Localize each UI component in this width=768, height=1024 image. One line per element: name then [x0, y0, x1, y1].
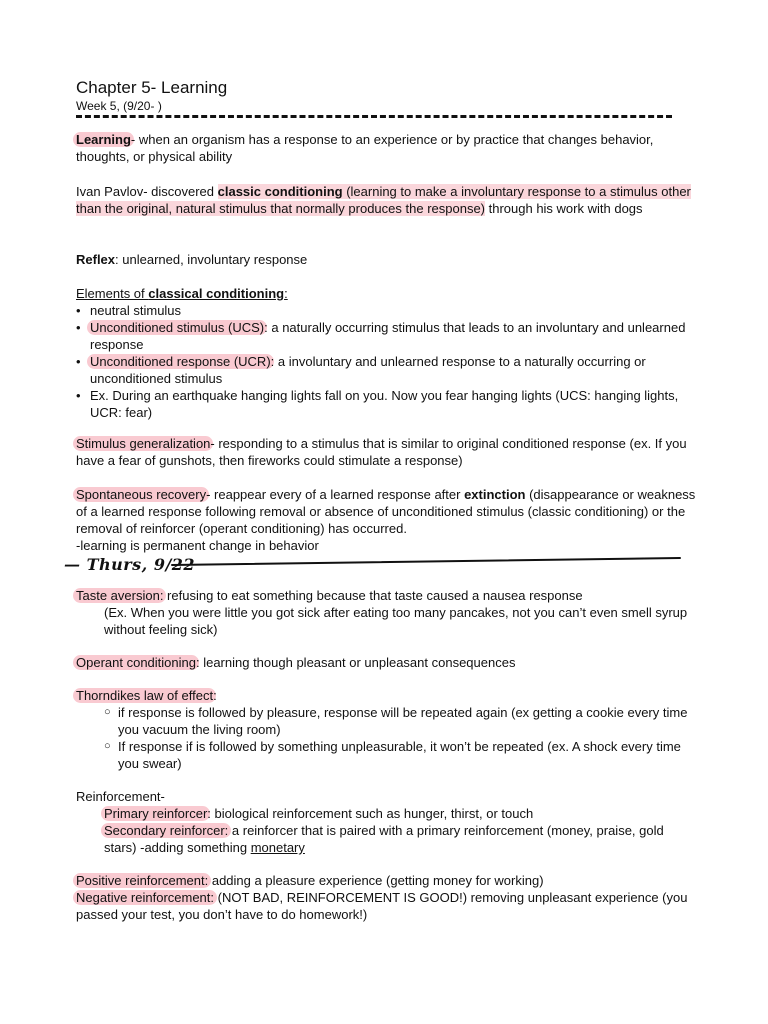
term-thorndike: Thorndikes law of effect — [73, 688, 216, 703]
positive-def: adding a pleasure experience (getting money for working) — [208, 873, 544, 888]
thorndike-list — [104, 704, 696, 772]
list-item — [76, 353, 696, 387]
elements-list — [76, 302, 696, 421]
pavlov-pre: Ivan Pavlov- discovered — [76, 184, 218, 199]
list-item-text: Ex. During an earthquake hanging lights fall on you. Now you fear hanging lights (UCS: hanging lights, UCR: fear) — [90, 388, 679, 420]
taste-def: refusing to eat something because that taste caused a nausea response — [163, 588, 583, 603]
pavlov-post: through his work with dogs — [485, 201, 643, 216]
term-learning: Learning — [73, 132, 134, 147]
term-operant-conditioning: Operant conditioning — [73, 655, 199, 670]
recovery-def1: - reappear every of a learned response after — [206, 487, 465, 502]
ucr-def: : a involuntary and unlearned response to a naturally occurring or unconditioned stimulus — [90, 354, 646, 386]
term-negative-reinforcement: Negative reinforcement: — [73, 890, 217, 905]
elements-heading-post: : — [284, 286, 288, 301]
reflex-definition — [76, 251, 696, 268]
list-item — [76, 302, 696, 319]
page-title: Chapter 5- Learning — [76, 78, 228, 97]
learning-def: - when an organism has a response to an experience or by practice that changes behavior, thoughts, or physical ability — [76, 132, 654, 164]
term-reflex: Reflex — [76, 252, 116, 267]
term-ucs: Unconditioned stimulus (UCS) — [87, 320, 267, 335]
list-item — [104, 738, 696, 772]
elements-heading — [76, 285, 696, 302]
positive-negative-section — [76, 872, 696, 923]
term-classic-conditioning: classic conditioning — [217, 184, 343, 199]
thorndike-post: : — [213, 688, 217, 703]
pavlov-mid: (learning to make a involuntary response to a stimulus other than the original, natural stimulus that normally produces the response) — [76, 184, 691, 216]
recovery-def2: (disappearance or weakness of a learned response following removal or absence of unconditioned stimulus (classic conditioning) or the removal of reinforcer (operant conditioning) has occurred. — [76, 487, 696, 536]
primary-def: : biological reinforcement such as hunger, thirst, or touch — [207, 806, 534, 821]
negative-def: (NOT BAD, REINFORCEMENT IS GOOD!) removing unpleasant experience (you passed your test, you don’t have to do homework!) — [76, 890, 688, 922]
taste-example: (Ex. When you were little you got sick after eating too many pancakes, not you can’t even smell syrup without feeling sick) — [104, 605, 688, 637]
operant-paragraph — [76, 654, 696, 671]
list-item-text: if response is followed by pleasure, response will be repeated again (ex getting a cookie every time you vacuum the living room) — [118, 705, 688, 737]
elements-heading-pre: Elements of — [76, 286, 149, 301]
negative-reinforcement — [76, 889, 696, 923]
learning-definition — [76, 131, 696, 165]
generalization-paragraph — [76, 435, 696, 469]
handwritten-date: — Thurs, 9/22 — [64, 555, 196, 574]
reinforcement-section — [76, 788, 696, 856]
term-primary-reinforcer: Primary reinforcer — [101, 806, 210, 821]
recovery-note: -learning is permanent change in behavior — [76, 538, 319, 553]
elements-section — [76, 285, 696, 421]
term-secondary-reinforcer: Secondary reinforcer: — [101, 823, 231, 838]
secondary-reinforcer — [76, 822, 696, 856]
elements-heading-term: classical conditioning — [148, 286, 285, 301]
term-stimulus-generalization: Stimulus generalization — [73, 436, 213, 451]
list-item-text: If response if is followed by something unpleasurable, it won’t be repeated (ex. A shock every time you swear) — [118, 739, 681, 771]
week-label: Week 5, (9/20- ) — [76, 99, 162, 113]
term-spontaneous-recovery: Spontaneous recovery — [73, 487, 209, 502]
thorndike-section — [76, 687, 696, 772]
operant-def: : learning though pleasant or unpleasant consequences — [195, 655, 516, 670]
dashed-divider — [76, 115, 672, 118]
secondary-underline: monetary — [250, 840, 305, 855]
list-item-text: neutral stimulus — [90, 303, 182, 318]
positive-reinforcement — [76, 872, 696, 889]
list-item — [104, 704, 696, 738]
term-ucr: Unconditioned response (UCR) — [87, 354, 274, 369]
thorndike-heading — [76, 687, 696, 704]
reflex-def: : unlearned, involuntary response — [115, 252, 308, 267]
term-positive-reinforcement: Positive reinforcement: — [73, 873, 211, 888]
ucs-def: : a naturally occurring stimulus that leads to an involuntary and unlearned response — [90, 320, 686, 352]
list-item — [76, 387, 696, 421]
primary-reinforcer — [76, 805, 696, 822]
recovery-paragraph — [76, 486, 696, 554]
generalization-def: - responding to a stimulus that is similar to original conditioned response (ex. If you have a fear of gunshots, then fireworks could stimulate a response) — [76, 436, 687, 468]
list-item — [76, 319, 696, 353]
secondary-def: a reinforcer that is paired with a primary reinforcement (money, praise, gold stars) -adding something — [104, 823, 664, 855]
pavlov-paragraph — [76, 183, 696, 217]
term-extinction: extinction — [464, 487, 526, 502]
taste-aversion-paragraph — [76, 587, 696, 638]
reinforcement-heading: Reinforcement- — [76, 789, 165, 804]
term-taste-aversion: Taste aversion: — [73, 588, 166, 603]
